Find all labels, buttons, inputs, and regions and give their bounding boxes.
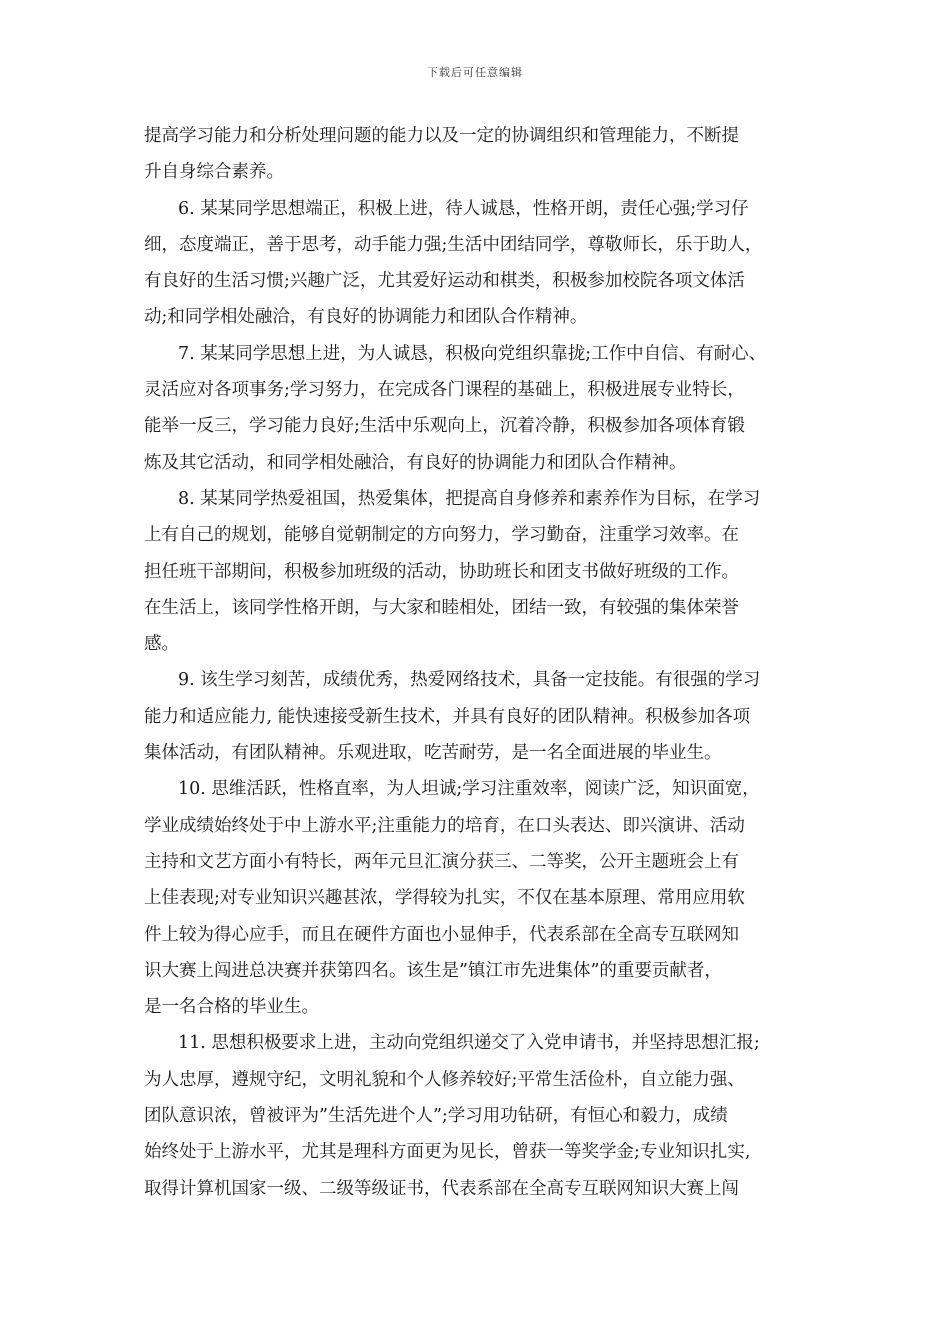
text-line: 细，态度端正，善于思考，动手能力强;生活中团结同学，尊敬师长，乐于助人， xyxy=(144,234,763,255)
paragraph-item-9 xyxy=(144,662,808,771)
document-body xyxy=(144,118,808,1207)
text-line: 11. 思想积极要求上进，主动向党组织递交了入党申请书，并坚持思想汇报; xyxy=(178,1033,760,1054)
paragraph-item-10 xyxy=(144,771,808,1025)
text-line: 担任班干部期间，积极参加班级的活动，协助班长和团支书做好班级的工作。 xyxy=(144,561,739,582)
paragraph-item-11 xyxy=(144,1025,808,1206)
text-line: 10. 思维活跃，性格直率，为人坦诚;学习注重效率，阅读广泛，知识面宽， xyxy=(178,779,760,800)
paragraph-continuation xyxy=(144,118,808,191)
text-line: 能举一反三，学习能力良好;生活中乐观向上，沉着冷静，积极参加各项体育锻 xyxy=(144,416,745,437)
text-line: 提高学习能力和分析处理问题的能力以及一定的协调组织和管理能力，不断提 xyxy=(144,126,739,146)
text-line: 始终处于上游水平，尤其是理科方面更为见长，曾获一等奖学金;专业知识扎实, xyxy=(144,1142,751,1163)
paragraph-item-7 xyxy=(144,336,808,481)
text-line: 能力和适应能力, 能快速接受新生技术，并具有良好的团队精神。积极参加各项 xyxy=(144,706,751,727)
page-header: 下载后可任意编辑 xyxy=(427,66,523,79)
text-line: 是一名合格的毕业生。 xyxy=(144,997,319,1018)
text-line: 7. 某某同学思想上进，为人诚恳，积极向党组织靠拢;工作中自信、有耐心、 xyxy=(178,343,767,364)
text-line: 件上较为得心应手，而且在硬件方面也小显伸手，代表系部在全高专互联网知 xyxy=(144,924,739,945)
text-line: 9. 该生学习刻苦，成绩优秀，热爱网络技术，具备一定技能。有很强的学习 xyxy=(178,670,761,691)
text-line: 6. 某某同学思想端正，积极上进，待人诚恳，性格开朗，责任心强;学习仔 xyxy=(178,198,749,219)
text-line: 取得计算机国家一级、二级等级证书，代表系部在全高专互联网知识大赛上闯 xyxy=(144,1178,739,1199)
text-line: 识大赛上闯进总决赛并获第四名。该生是”镇江市先进集体”的重要贡献者， xyxy=(144,960,722,981)
text-line: 灵活应对各项事务;学习努力，在完成各门课程的基础上，积极进展专业特长， xyxy=(144,380,745,401)
text-line: 升自身综合素养。 xyxy=(144,162,284,183)
text-line: 8. 某某同学热爱祖国，热爱集体，把提高自身修养和素养作为目标，在学习 xyxy=(178,488,761,509)
paragraph-item-6 xyxy=(144,191,808,336)
text-line: 动;和同学相处融洽，有良好的协调能力和团队合作精神。 xyxy=(144,307,588,328)
text-line: 上佳表现;对专业知识兴趣甚浓，学得较为扎实，不仅在基本原理、常用应用软 xyxy=(144,888,745,909)
text-line: 上有自己的规划，能够自觉朝制定的方向努力，学习勤奋，注重学习效率。在 xyxy=(144,525,739,546)
text-line: 炼及其它活动，和同学相处融洽，有良好的协调能力和团队合作精神。 xyxy=(144,452,687,473)
text-line: 团队意识浓，曾被评为”生活先进个人”;学习用功钻研，有恒心和毅力，成绩 xyxy=(144,1106,728,1127)
text-line: 为人忠厚，遵规守纪，文明礼貌和个人修养较好;平常生活俭朴，自立能力强、 xyxy=(144,1069,745,1090)
text-line: 感。 xyxy=(144,634,179,655)
text-line: 有良好的生活习惯;兴趣广泛，尤其爱好运动和棋类，积极参加校院各项文体活 xyxy=(144,271,745,292)
paragraph-item-8 xyxy=(144,481,808,662)
text-line: 主持和文艺方面小有特长，两年元旦汇演分获三、二等奖，公开主题班会上有 xyxy=(144,851,739,872)
text-line: 在生活上，该同学性格开朗，与大家和睦相处，团结一致，有较强的集体荣誉 xyxy=(144,597,739,618)
text-line: 集体活动，有团队精神。乐观进取，吃苦耐劳，是一名全面进展的毕业生。 xyxy=(144,743,722,764)
text-line: 学业成绩始终处于中上游水平;注重能力的培育，在口头表达、即兴演讲、活动 xyxy=(144,815,745,836)
